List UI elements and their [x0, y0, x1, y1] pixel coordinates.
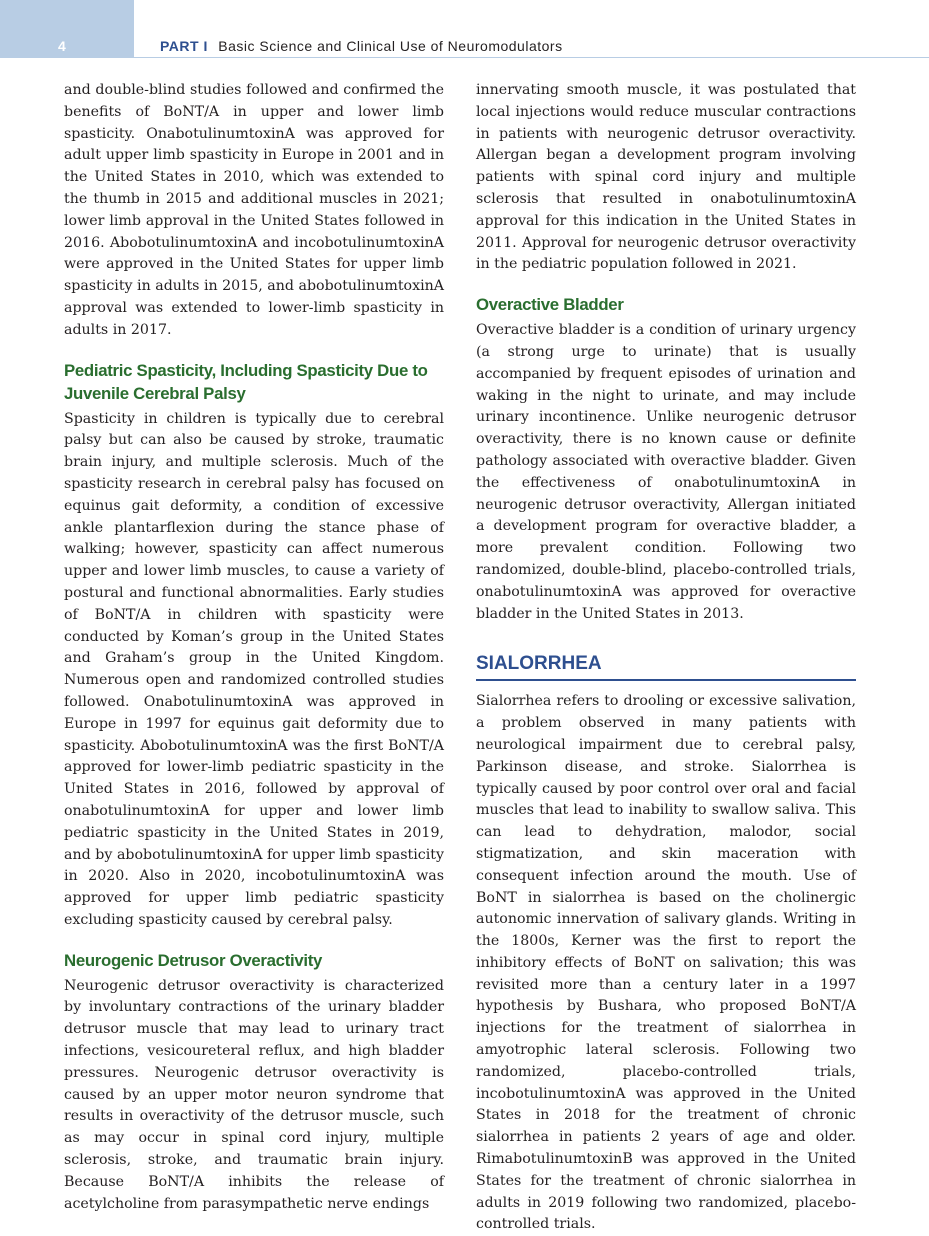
paragraph-overactive-bladder: Overactive bladder is a condition of urinary urgency (a strong urge to urinate) that is usually accompanied by frequent episodes of urination and waking in the night to urinate, and may include urinary incontinence. Unlike neurogenic detrusor overactivity, there is no known cause or definite pathology associated with overactive bladder. Given the effectiveness of onabotulinumtoxinA in neurogenic detrusor overactivity, Allergan initiated a development program for overactive bladder, a more prevalent condition. Following two randomized, double-blind, placebo-controlled trials, onabotulinumtoxinA was approved for overactive bladder in the United States in 2013. [476, 322, 856, 622]
heading-pediatric-spasticity: Pediatric Spasticity, Including Spasticity Due to Juvenile Cerebral Palsy [64, 360, 428, 403]
right-column [476, 80, 856, 1236]
heading-neurogenic-detrusor: Neurogenic Detrusor Overactivity [64, 950, 323, 970]
paragraph-neurogenic-detrusor: Neurogenic detrusor overactivity is characterized by involuntary contractions of the urinary bladder detrusor muscle that may lead to urinary tract infections, vesicoureteral reflux, and high bladder pressures. Neurogenic detrusor overactivity is caused by an upper motor neuron syndrome that results in overactivity of the detrusor muscle, such as may occur in spinal cord injury, multiple sclerosis, stroke, and traumatic brain injury. Because BoNT/A inhibits the release of acetylcholine from parasympathetic nerve endings [64, 977, 444, 1212]
paragraph-sialorrhea: Sialorrhea refers to drooling or excessive salivation, a problem observed in many patients with neurological impairment due to cerebral palsy, Parkinson disease, and stroke. Sialorrhea is typically caused by poor control over oral and facial muscles that lead to inability to swallow saliva. This can lead to dehydration, malodor, social stigmatization, and skin maceration with consequent infection around the mouth. Use of BoNT in sialorrhea is based on the cholinergic autonomic innervation of salivary glands. Writing in the 1800s, Kerner was the first to report the inhibitory effects of BoNT on salivation; this was revisited more than a century later in a 1997 hypothesis by Bushara, who proposed BoNT/A injections for the treatment of sialorrhea in amyotrophic lateral sclerosis. Following two randomized, placebo-controlled trials, incobotulinumtoxinA was approved in the United States in 2018 for the treatment of chronic sialorrhea in patients 2 years of age and older. RimabotulinumtoxinB was approved in the United States for the treatment of chronic sialorrhea in adults in 2019 following two randomized, placebo-controlled trials. [476, 693, 856, 1233]
page-number-box [0, 0, 134, 58]
paragraph-upper-limb-approvals: and double-blind studies followed and confirmed the benefits of BoNT/A in upper and lower limb spasticity. OnabotulinumtoxinA was approved for adult upper limb spasticity in Europe in 2001 and in the United States in 2010, which was extended to the thumb in 2015 and additional muscles in 2021; lower limb approval in the United States followed in 2016. AbobotulinumtoxinA and incobotulinumtoxinA were approved in the United States for upper limb spasticity in adults in 2015, and abobotulinumtoxinA approval was extended to lower-limb spasticity in adults in 2017. [64, 82, 444, 338]
header-rule [134, 57, 929, 58]
page-number: 4 [58, 38, 66, 54]
heading-sialorrhea: SIALORRHEA [476, 651, 856, 681]
part-title: Basic Science and Clinical Use of Neuromodulators [218, 38, 563, 54]
running-header [160, 38, 563, 54]
paragraph-neurogenic-continued: innervating smooth muscle, it was postulated that local injections would reduce muscular contractions in patients with neurogenic detrusor overactivity. Allergan began a development program involving patients with spinal cord injury and multiple sclerosis that resulted in onabotulinumtoxinA approval for this indication in the United States in 2011. Approval for neurogenic detrusor overactivity in the pediatric population followed in 2021. [476, 82, 856, 273]
paragraph-pediatric-spasticity: Spasticity in children is typically due to cerebral palsy but can also be caused by stroke, traumatic brain injury, and multiple sclerosis. Much of the spasticity research in cerebral palsy has focused on equinus gait deformity, a condition of excessive ankle plantarflexion during the stance phase of walking; however, spasticity can affect numerous upper and lower limb muscles, to cause a variety of postural and functional abnormalities. Early studies of BoNT/A in children with spasticity were conducted by Koman’s group in the United States and Graham’s group in the United Kingdom. Numerous open and randomized controlled studies followed. OnabotulinumtoxinA was approved in Europe in 1997 for equinus gait deformity due to spasticity. AbobotulinumtoxinA was the first BoNT/A approved for lower-limb pediatric spasticity in the United States in 2016, followed by approval of onabotulinumtoxinA for upper and lower limb pediatric spasticity in the United States in 2019, and by abobotulinumtoxinA for upper limb spasticity in 2020. Also in 2020, incobotulinumtoxinA was approved for upper limb pediatric spasticity excluding spasticity caused by cerebral palsy. [64, 410, 444, 928]
part-label: PART I [160, 38, 208, 54]
left-column [64, 80, 444, 1215]
heading-overactive-bladder: Overactive Bladder [476, 295, 624, 315]
